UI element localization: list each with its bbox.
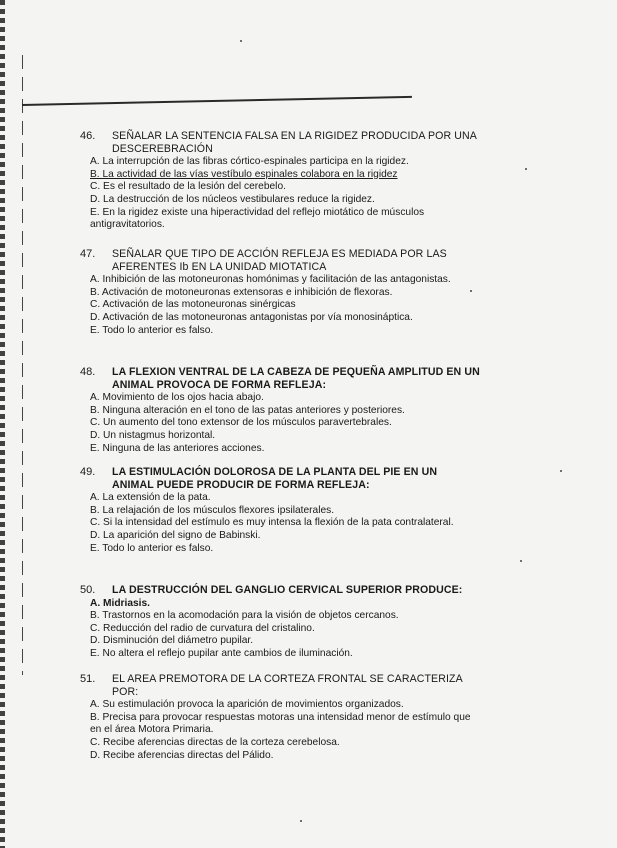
question-number: 48. xyxy=(80,366,96,378)
option-a: A. La interrupción de las fibras córtico-espinales participa en la rigidez. xyxy=(90,156,409,168)
option-b: B. Precisa para provocar respuestas motoras una intensidad menor de estímulo que en el área Motora Primaria. xyxy=(90,711,471,736)
option-c: C. Si la intensidad del estímulo es muy intensa la flexión de la pata contralateral. xyxy=(90,517,454,529)
question-46 xyxy=(80,130,480,232)
option-e: E. Todo lo anterior es falso. xyxy=(90,542,214,554)
option-e: E. Ninguna de las anteriores acciones. xyxy=(90,442,265,454)
option-d: D. La aparición del signo de Babinski. xyxy=(90,529,261,541)
option-d: D. Activación de las motoneuronas antagonistas por vía monosináptica. xyxy=(90,311,413,323)
scan-speck xyxy=(525,168,527,170)
option-e: E. No altera el reflejo pupilar ante cambios de iluminación. xyxy=(90,647,353,659)
question-47 xyxy=(80,248,480,337)
header-rule xyxy=(22,96,412,106)
option-a: A. Midriasis. xyxy=(90,597,151,609)
option-b: B. Activación de motoneuronas extensoras e inhibición de flexoras. xyxy=(90,286,393,298)
question-stem: SEÑALAR LA SENTENCIA FALSA EN LA RIGIDEZ PRODUCIDA POR UNA DESCEREBRACIÓN xyxy=(112,130,477,155)
option-b: B. Ninguna alteración en el tono de las patas anteriores y posteriores. xyxy=(90,404,405,416)
option-b: B. La relajación de los músculos flexores ipsilaterales. xyxy=(90,504,335,516)
option-d: D. Recibe aferencias directas del Pálido. xyxy=(90,749,274,761)
question-stem: EL AREA PREMOTORA DE LA CORTEZA FRONTAL SE CARACTERIZA POR: xyxy=(112,673,463,698)
option-a: A. Movimiento de los ojos hacia abajo. xyxy=(90,392,264,404)
question-50 xyxy=(80,584,480,661)
option-e: E. Todo lo anterior es falso. xyxy=(90,324,214,336)
question-number: 50. xyxy=(80,584,96,596)
scan-speck xyxy=(240,40,242,42)
question-48 xyxy=(80,366,480,455)
margin-rule xyxy=(22,55,23,675)
question-51 xyxy=(80,673,480,762)
option-b: B. La actividad de las vías vestíbulo espinales colabora en la rigidez xyxy=(90,168,398,180)
option-d: D. Un nistagmus horizontal. xyxy=(90,429,216,441)
scan-speck xyxy=(520,560,522,562)
question-number: 49. xyxy=(80,466,96,478)
option-c: C. Es el resultado de la lesión del cerebelo. xyxy=(90,181,286,193)
question-number: 47. xyxy=(80,248,96,260)
option-a: A. Su estimulación provoca la aparición de movimientos organizados. xyxy=(90,699,404,711)
option-d: D. Disminución del diámetro pupilar. xyxy=(90,635,254,647)
question-stem: LA FLEXION VENTRAL DE LA CABEZA DE PEQUEÑA AMPLITUD EN UN ANIMAL PROVOCA DE FORMA REFLEJA: xyxy=(112,366,480,391)
scan-speck xyxy=(560,470,562,472)
option-e: E. En la rigidez existe una hiperactividad del reflejo miotático de músculos antigravitatorios. xyxy=(90,206,425,231)
question-stem: SEÑALAR QUE TIPO DE ACCIÓN REFLEJA ES MEDIADA POR LAS AFERENTES Ib EN LA UNIDAD MIOTATICA xyxy=(112,248,447,273)
question-stem: LA ESTIMULACIÓN DOLOROSA DE LA PLANTA DEL PIE EN UN ANIMAL PUEDE PRODUCIR DE FORMA REFLEJA: xyxy=(112,466,438,491)
option-a: A. Inhibición de las motoneuronas homónimas y facilitación de las antagonistas. xyxy=(90,274,451,286)
scan-speck xyxy=(300,820,302,822)
option-c: C. Activación de las motoneuronas sinérgicas xyxy=(90,299,296,311)
option-b: B. Trastornos en la acomodación para la visión de objetos cercanos. xyxy=(90,610,399,622)
option-a: A. La extensión de la pata. xyxy=(90,492,211,504)
binder-edge xyxy=(0,0,5,848)
option-d: D. La destrucción de los núcleos vestibulares reduce la rigidez. xyxy=(90,193,375,205)
option-c: C. Reducción del radio de curvatura del cristalino. xyxy=(90,622,315,634)
option-c: C. Un aumento del tono extensor de los músculos paravertebrales. xyxy=(90,417,392,429)
option-c: C. Recibe aferencias directas de la corteza cerebelosa. xyxy=(90,736,340,748)
question-stem: LA DESTRUCCIÓN DEL GANGLIO CERVICAL SUPERIOR PRODUCE: xyxy=(112,584,463,596)
question-number: 51. xyxy=(80,673,96,685)
question-49 xyxy=(80,466,480,555)
question-number: 46. xyxy=(80,130,96,142)
